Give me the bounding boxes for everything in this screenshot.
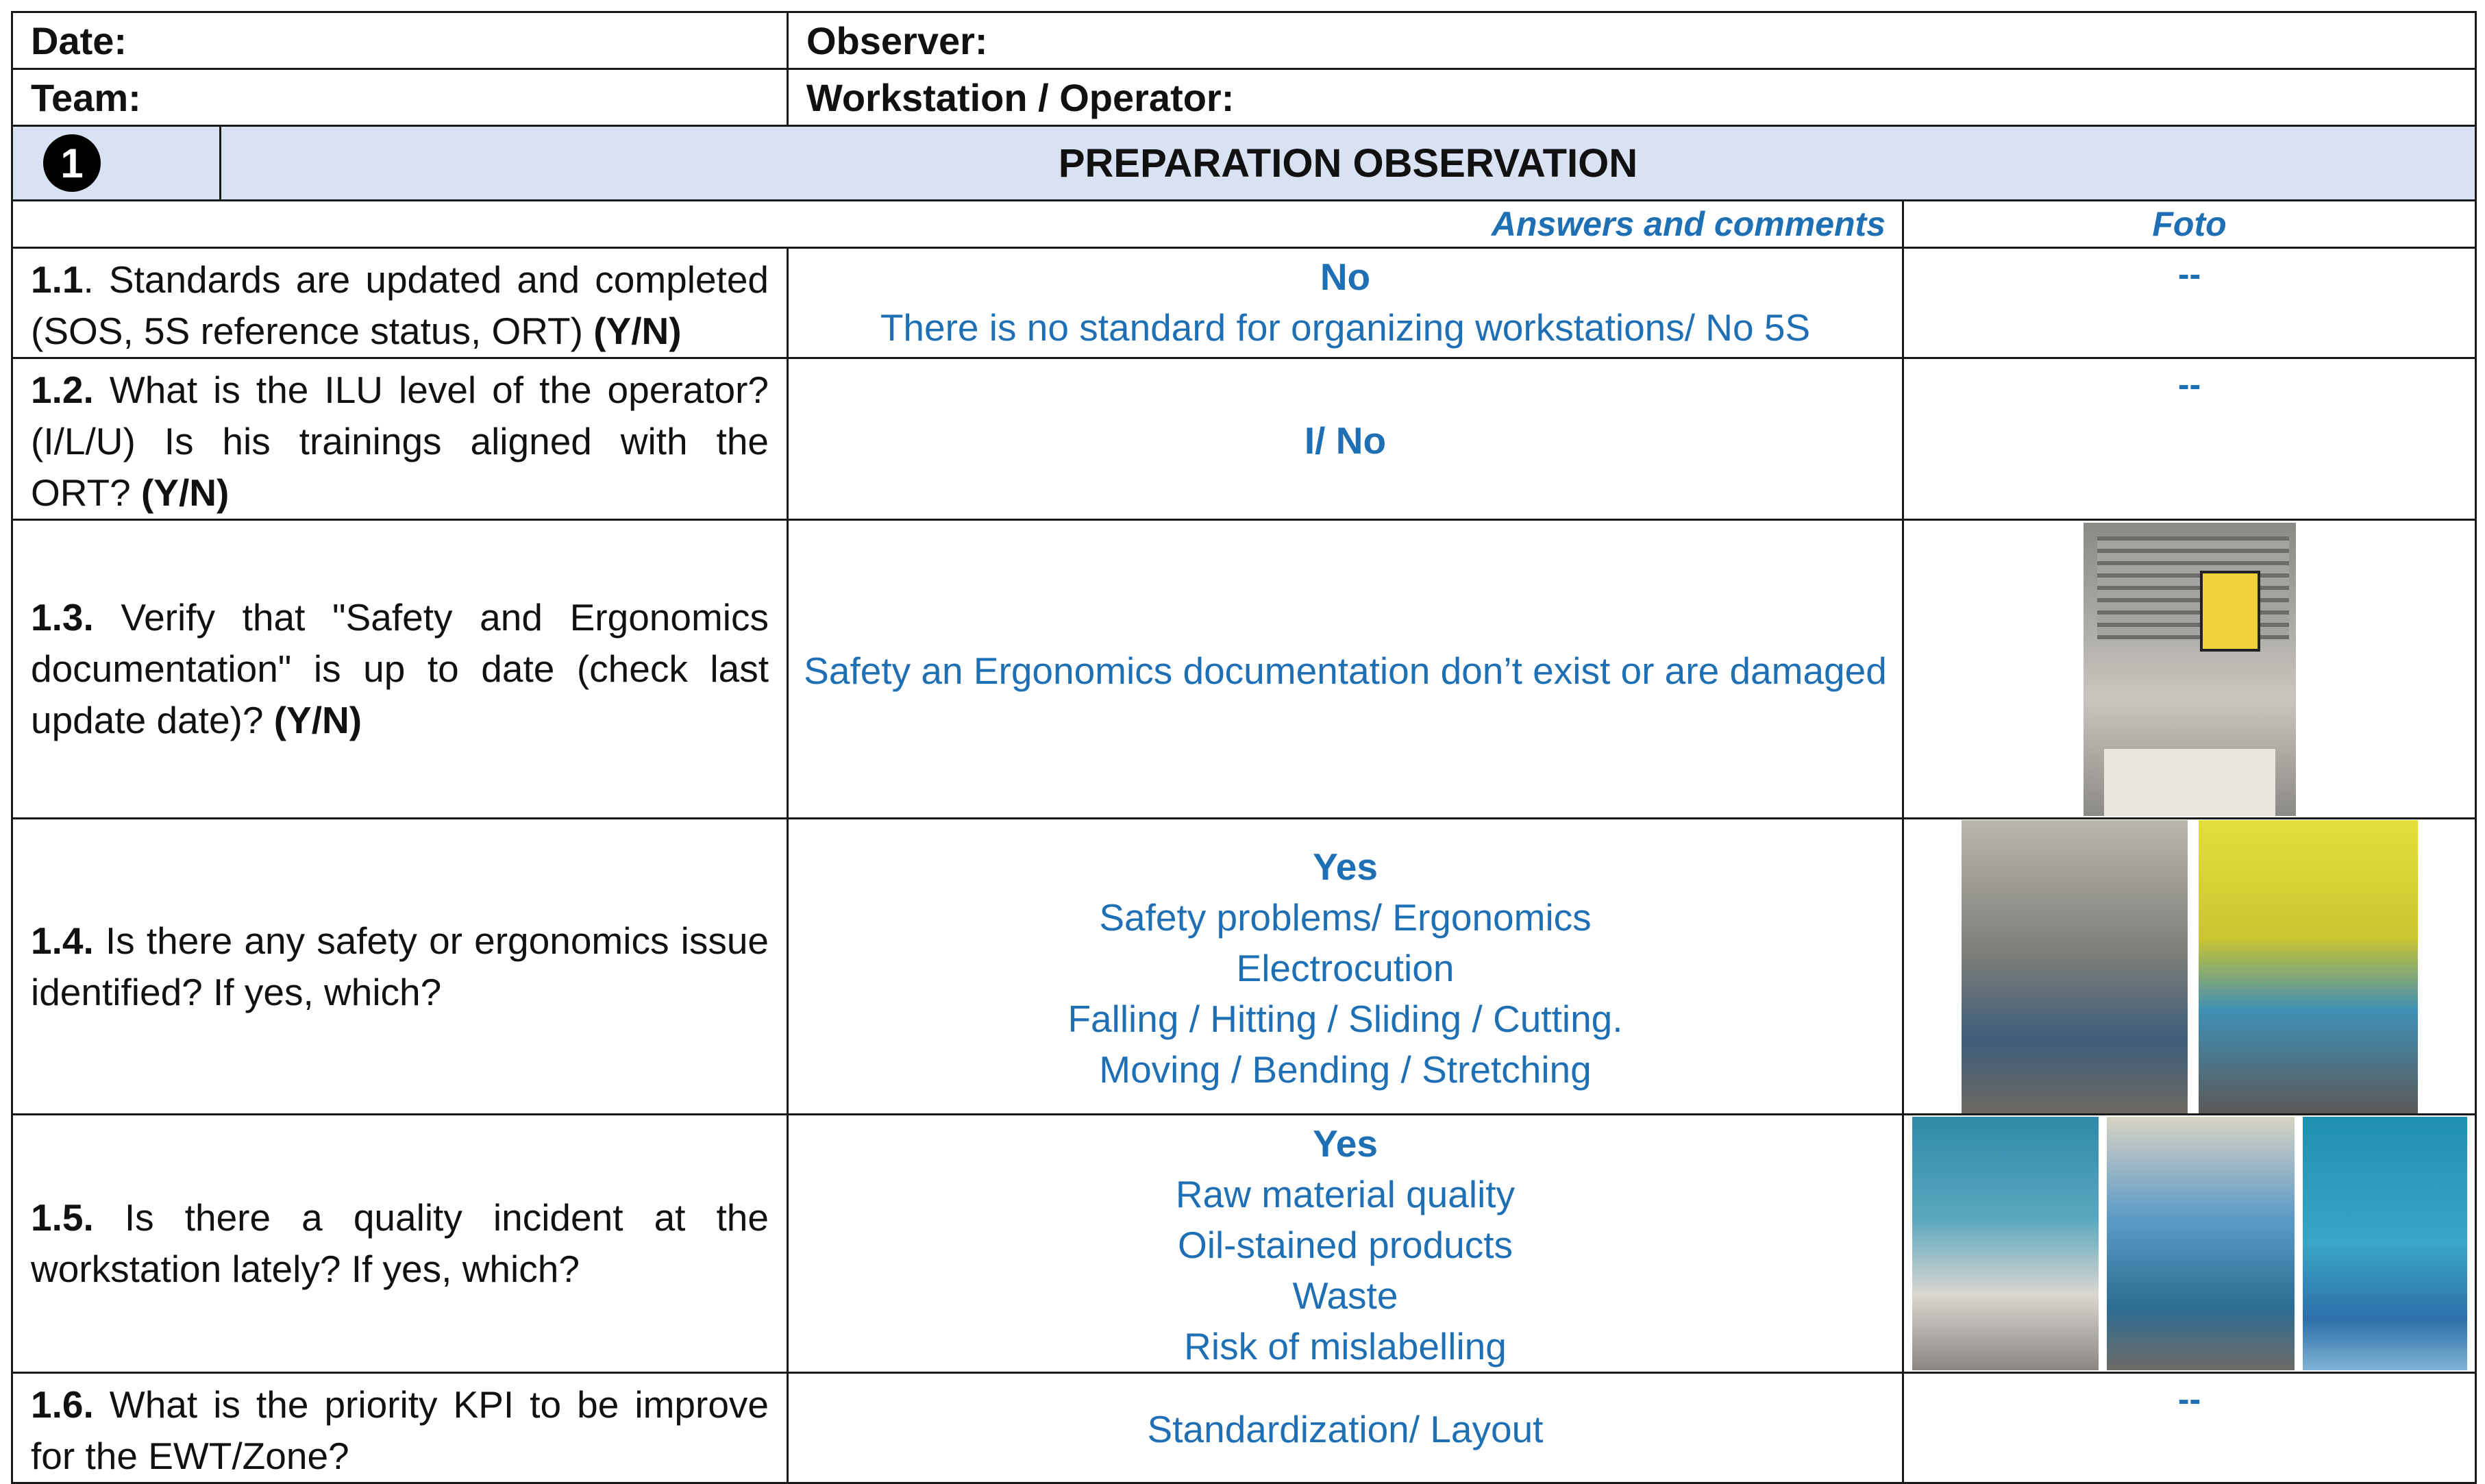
- question-cell: [12, 1373, 788, 1483]
- foto-cell[interactable]: [1903, 1115, 2476, 1373]
- blue-machine-photo[interactable]: [2303, 1117, 2467, 1370]
- answer-comment: There is no standard for organizing workstations/ No 5S: [880, 306, 1811, 349]
- yellow-machine-photo[interactable]: [2199, 820, 2418, 1113]
- answer-value: I/ No: [1304, 419, 1387, 462]
- question-text: Is there a quality incident at the workstation lately? If yes, which?: [31, 1196, 769, 1290]
- question-cell: [12, 520, 788, 819]
- answer-comment: Oil-stained products: [1177, 1224, 1513, 1266]
- workstation-floor-photo[interactable]: [1962, 820, 2188, 1113]
- team-label: Team:: [31, 75, 141, 119]
- observer-cell[interactable]: [788, 12, 2476, 69]
- answer-value: No: [1320, 256, 1371, 298]
- question-cell: [12, 248, 788, 358]
- answer-value: Yes: [1313, 1122, 1378, 1165]
- answer-comment: Safety an Ergonomics documentation don’t exist or are damaged: [804, 649, 1887, 692]
- question-row-1-2: [12, 358, 2476, 520]
- yn-hint: (Y/N): [140, 471, 230, 514]
- column-header-row: [12, 201, 2476, 248]
- question-row-1-5: [12, 1115, 2476, 1373]
- date-cell[interactable]: [12, 12, 788, 69]
- observer-label: Observer:: [806, 18, 988, 62]
- question-text: What is the priority KPI to be improve for the EWT/Zone?: [31, 1383, 769, 1477]
- answer-comment: Raw material quality: [1175, 1173, 1516, 1215]
- foto-cell[interactable]: [1903, 520, 2476, 819]
- question-cell: [12, 358, 788, 520]
- team-cell[interactable]: [12, 69, 788, 126]
- team-workstation-row: [12, 69, 2476, 126]
- question-cell: [12, 1115, 788, 1373]
- yn-hint: (Y/N): [593, 310, 682, 352]
- observation-table: [11, 11, 2477, 1484]
- foto-cell[interactable]: --: [1903, 358, 2476, 520]
- machine-base: [2104, 749, 2275, 816]
- section-number-cell: [12, 126, 221, 201]
- machine-door-photo[interactable]: [2084, 523, 2296, 816]
- question-row-1-1: [12, 248, 2476, 358]
- answer-comment: Electrocution: [1236, 946, 1455, 989]
- question-row-1-3: [12, 520, 2476, 819]
- answer-cell[interactable]: [788, 248, 1903, 358]
- answer-cell[interactable]: [788, 1115, 1903, 1373]
- question-number: 1.6.: [31, 1383, 94, 1426]
- date-label: Date:: [31, 18, 127, 62]
- section-title: PREPARATION OBSERVATION: [221, 126, 2476, 201]
- answer-comment: Moving / Bending / Stretching: [1099, 1048, 1592, 1091]
- section-band: [12, 126, 2476, 201]
- question-row-1-4: [12, 819, 2476, 1115]
- answer-cell[interactable]: [788, 520, 1903, 819]
- foto-cell[interactable]: [1903, 819, 2476, 1115]
- answer-cell[interactable]: [788, 358, 1903, 520]
- vent-slots: [2097, 536, 2289, 639]
- section-number-badge: 1: [43, 134, 101, 192]
- workstation-label: Workstation / Operator:: [806, 75, 1235, 119]
- workstation-cell[interactable]: [788, 69, 2476, 126]
- date-observer-row: [12, 12, 2476, 69]
- answer-cell[interactable]: [788, 819, 1903, 1115]
- answer-cell[interactable]: [788, 1373, 1903, 1483]
- foto-cell[interactable]: --: [1903, 1373, 2476, 1483]
- question-text: . Standards are updated and completed (SOS, 5S reference status, ORT): [31, 258, 769, 352]
- foto-cell[interactable]: --: [1903, 248, 2476, 358]
- waste-bin-photo[interactable]: [1912, 1117, 2099, 1370]
- question-cell: [12, 819, 788, 1115]
- yn-hint: (Y/N): [273, 699, 362, 741]
- answer-comment: Risk of mislabelling: [1184, 1325, 1507, 1368]
- answer-comment: Safety problems/ Ergonomics: [1099, 895, 1592, 939]
- answer-comment: Falling / Hitting / Sliding / Cutting.: [1067, 997, 1623, 1040]
- question-text: Is there any safety or ergonomics issue identified? If yes, which?: [31, 919, 769, 1013]
- question-number: 1.3.: [31, 596, 94, 639]
- question-text: Verify that "Safety and Ergonomics documentation" is up to date (check last update date)?: [31, 596, 769, 741]
- question-number: 1.4.: [31, 919, 94, 962]
- answer-comment: Waste: [1292, 1274, 1398, 1317]
- question-number: 1.5.: [31, 1196, 94, 1239]
- foto-header: Foto: [1903, 201, 2476, 248]
- answer-comment: Standardization/ Layout: [1147, 1408, 1544, 1450]
- cables-photo[interactable]: [2107, 1117, 2295, 1370]
- question-row-1-6: [12, 1373, 2476, 1483]
- warning-sign-icon: [2200, 571, 2260, 652]
- answer-value: Yes: [1313, 845, 1378, 888]
- question-number: 1.2.: [31, 369, 94, 411]
- observation-form: [11, 11, 2475, 1484]
- question-number: 1.1: [31, 258, 84, 301]
- question-text: What is the ILU level of the operator? (I/L/U) Is his trainings aligned with the ORT?: [31, 369, 769, 514]
- answers-header: Answers and comments: [12, 201, 1903, 248]
